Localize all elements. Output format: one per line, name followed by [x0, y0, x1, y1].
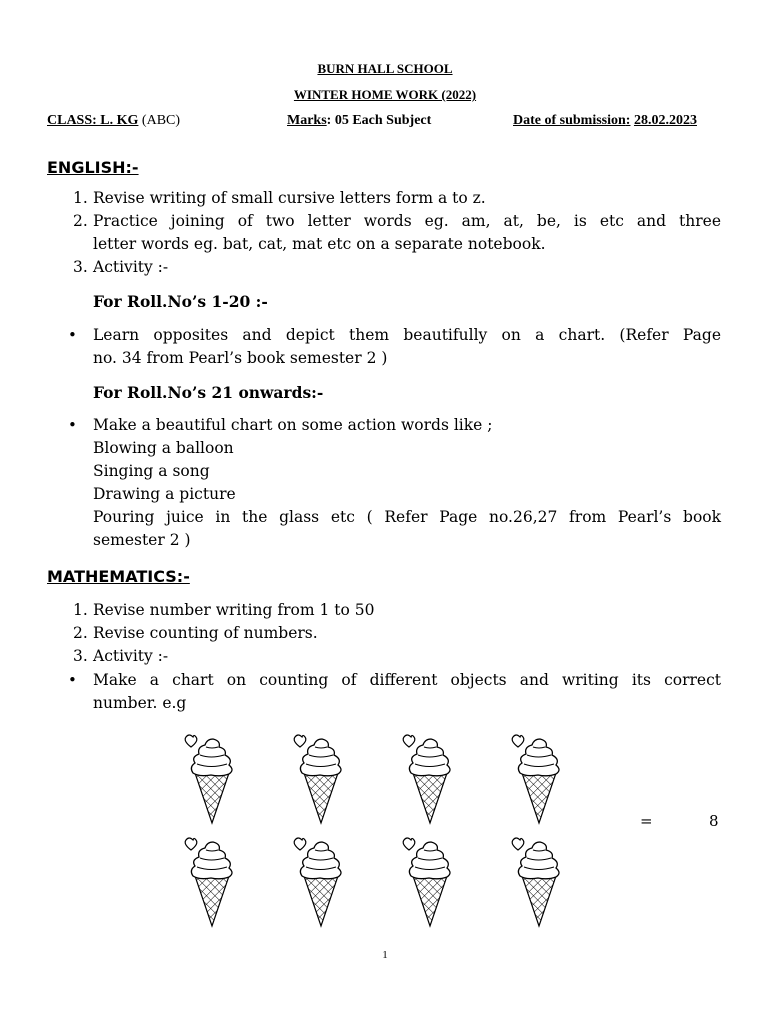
action-words-line-3: Singing a song — [93, 462, 210, 480]
page-number: 1 — [382, 949, 388, 961]
math-item-1: Revise number writing from 1 to 50 — [93, 601, 375, 619]
bullet-icon: • — [68, 326, 77, 344]
marks-value: : 05 Each Subject — [326, 113, 432, 128]
english-item-3-number: 3. — [73, 258, 88, 276]
action-words-line-1: Make a beautiful chart on some action words like ; — [93, 416, 493, 434]
ice-cream-cone-icon — [181, 836, 243, 928]
action-words-line-5: Pouring juice in the glass etc ( Refer Page no.26,27 from Pearl’s book — [93, 508, 721, 526]
action-words-line-6: semester 2 ) — [93, 531, 191, 549]
action-words-line-4: Drawing a picture — [93, 485, 236, 503]
document-title: WINTER HOME WORK (2022) — [293, 87, 477, 102]
math-item-2-number: 2. — [73, 624, 88, 642]
opposites-line-2: no. 34 from Pearl’s book semester 2 ) — [93, 349, 388, 367]
counting-chart-line-2: number. e.g — [93, 694, 187, 712]
mathematics-heading: MATHEMATICS:- — [47, 567, 190, 586]
class-label: CLASS: L. KG — [47, 113, 139, 128]
ice-cream-cone-icon — [508, 733, 570, 825]
ice-cream-cone-icon — [290, 733, 352, 825]
english-item-2-line-1: Practice joining of two letter words eg. am, at, be, is etc and three — [93, 212, 721, 230]
math-item-3: Activity :- — [93, 647, 169, 665]
marks-info — [287, 113, 431, 129]
opposites-line-1: Learn opposites and depict them beautifully on a chart. (Refer Page — [93, 326, 721, 344]
ice-cream-cone-icon — [508, 836, 570, 928]
date-separator: : — [625, 113, 631, 128]
english-item-2-line-2: letter words eg. bat, cat, mat etc on a separate notebook. — [93, 235, 546, 253]
english-item-2-number: 2. — [73, 212, 88, 230]
ice-cream-cone-icon — [399, 733, 461, 825]
action-words-line-2: Blowing a balloon — [93, 439, 234, 457]
roll-1-20-heading: For Roll.No’s 1-20 :- — [93, 292, 268, 311]
math-item-2: Revise counting of numbers. — [93, 624, 318, 642]
english-heading: ENGLISH:- — [47, 158, 139, 177]
english-item-1-number: 1. — [73, 189, 88, 207]
class-info — [47, 113, 180, 129]
ice-cream-cone-icon — [181, 733, 243, 825]
ice-cream-cone-icon — [290, 836, 352, 928]
count-answer: 8 — [709, 812, 719, 830]
date-label: Date of submission — [513, 113, 626, 128]
submission-date — [513, 113, 697, 129]
english-item-3: Activity :- — [93, 258, 169, 276]
ice-cream-cone-icon — [399, 836, 461, 928]
school-name: BURN HALL SCHOOL — [317, 61, 453, 76]
math-item-1-number: 1. — [73, 601, 88, 619]
equals-sign: = — [640, 812, 653, 830]
bullet-icon: • — [68, 416, 77, 434]
english-item-1: Revise writing of small cursive letters form a to z. — [93, 189, 486, 207]
marks-label: Marks — [287, 113, 327, 128]
math-item-3-number: 3. — [73, 647, 88, 665]
class-section: (ABC) — [141, 113, 181, 128]
bullet-icon: • — [68, 671, 77, 689]
date-value: 28.02.2023 — [633, 113, 697, 128]
roll-21-onwards-heading: For Roll.No’s 21 onwards:- — [93, 383, 324, 402]
counting-chart-line-1: Make a chart on counting of different objects and writing its correct — [93, 671, 721, 689]
